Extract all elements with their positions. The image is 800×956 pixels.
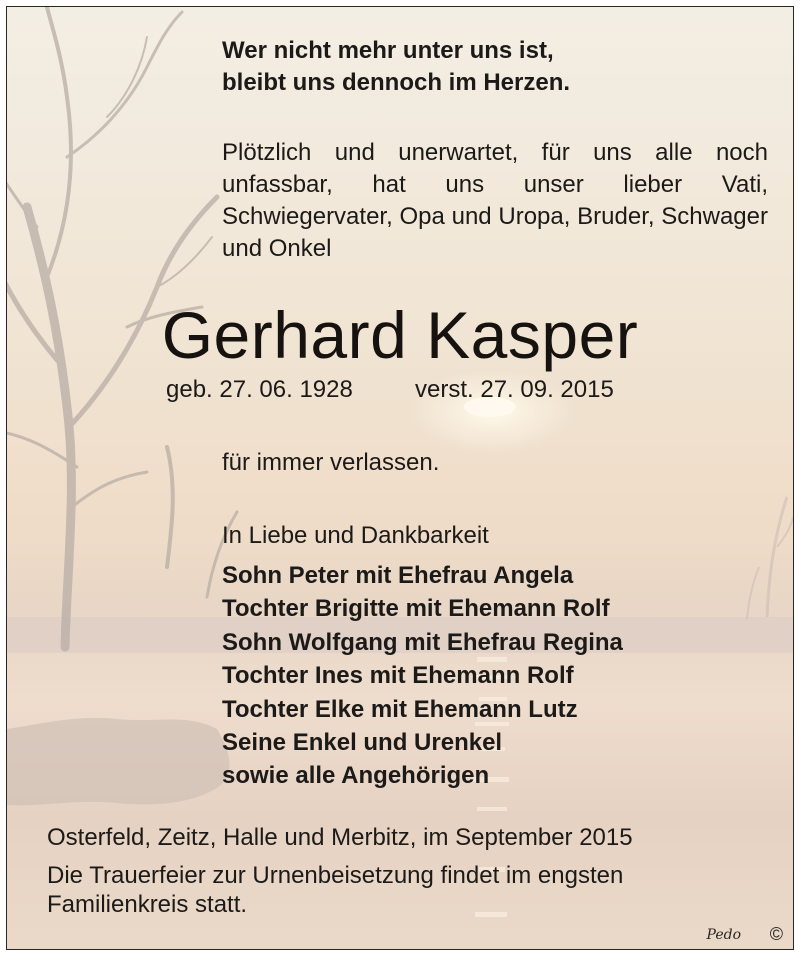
funeral-note [47, 861, 623, 919]
funeral-note-line: Die Trauerfeier zur Urnenbeisetzung findet im engsten [47, 862, 624, 889]
mourner-item: Sohn Wolfgang mit Ehefrau Regina [222, 628, 623, 656]
mourner-item: Seine Enkel und Urenkel [222, 729, 503, 757]
mourner-item: sowie alle Angehörigen [222, 762, 490, 790]
distant-trees [747, 497, 793, 619]
mourner-item: Tochter Elke mit Ehemann Lutz [222, 695, 578, 723]
shore-rocks [7, 718, 229, 805]
place-date: Osterfeld, Zeitz, Halle und Merbitz, im September 2015 [47, 824, 633, 851]
intro-text: Plötzlich und unerwartet, für uns alle noch unfassbar, hat uns unser lieber Vati, Schwiegervater, Opa und Uropa, Bruder, Schwager und Onkel [222, 139, 768, 262]
poem [222, 35, 570, 99]
obituary-notice [6, 6, 794, 950]
deceased-name: Gerhard Kasper [161, 298, 639, 372]
mourner-item: Sohn Peter mit Ehefrau Angela [222, 562, 574, 589]
mourner-item: Tochter Ines mit Ehemann Rolf [222, 662, 574, 690]
mourner-item: Tochter Brigitte mit Ehemann Rolf [222, 595, 610, 623]
left-us-text: für immer verlassen. [222, 449, 440, 476]
gratitude-text: In Liebe und Dankbarkeit [222, 522, 489, 549]
copyright-symbol: © [769, 924, 783, 944]
mourners-list [222, 559, 623, 793]
birth-date: geb. 27. 06. 1928 [166, 376, 353, 403]
funeral-note-line: Familienkreis statt. [47, 891, 248, 918]
poem-line: bleibt uns dennoch im Herzen. [222, 69, 571, 96]
poem-line: Wer nicht mehr unter uns ist, [222, 37, 554, 64]
death-date: verst. 27. 09. 2015 [415, 376, 614, 403]
designer-signature: Pedo [706, 927, 741, 943]
